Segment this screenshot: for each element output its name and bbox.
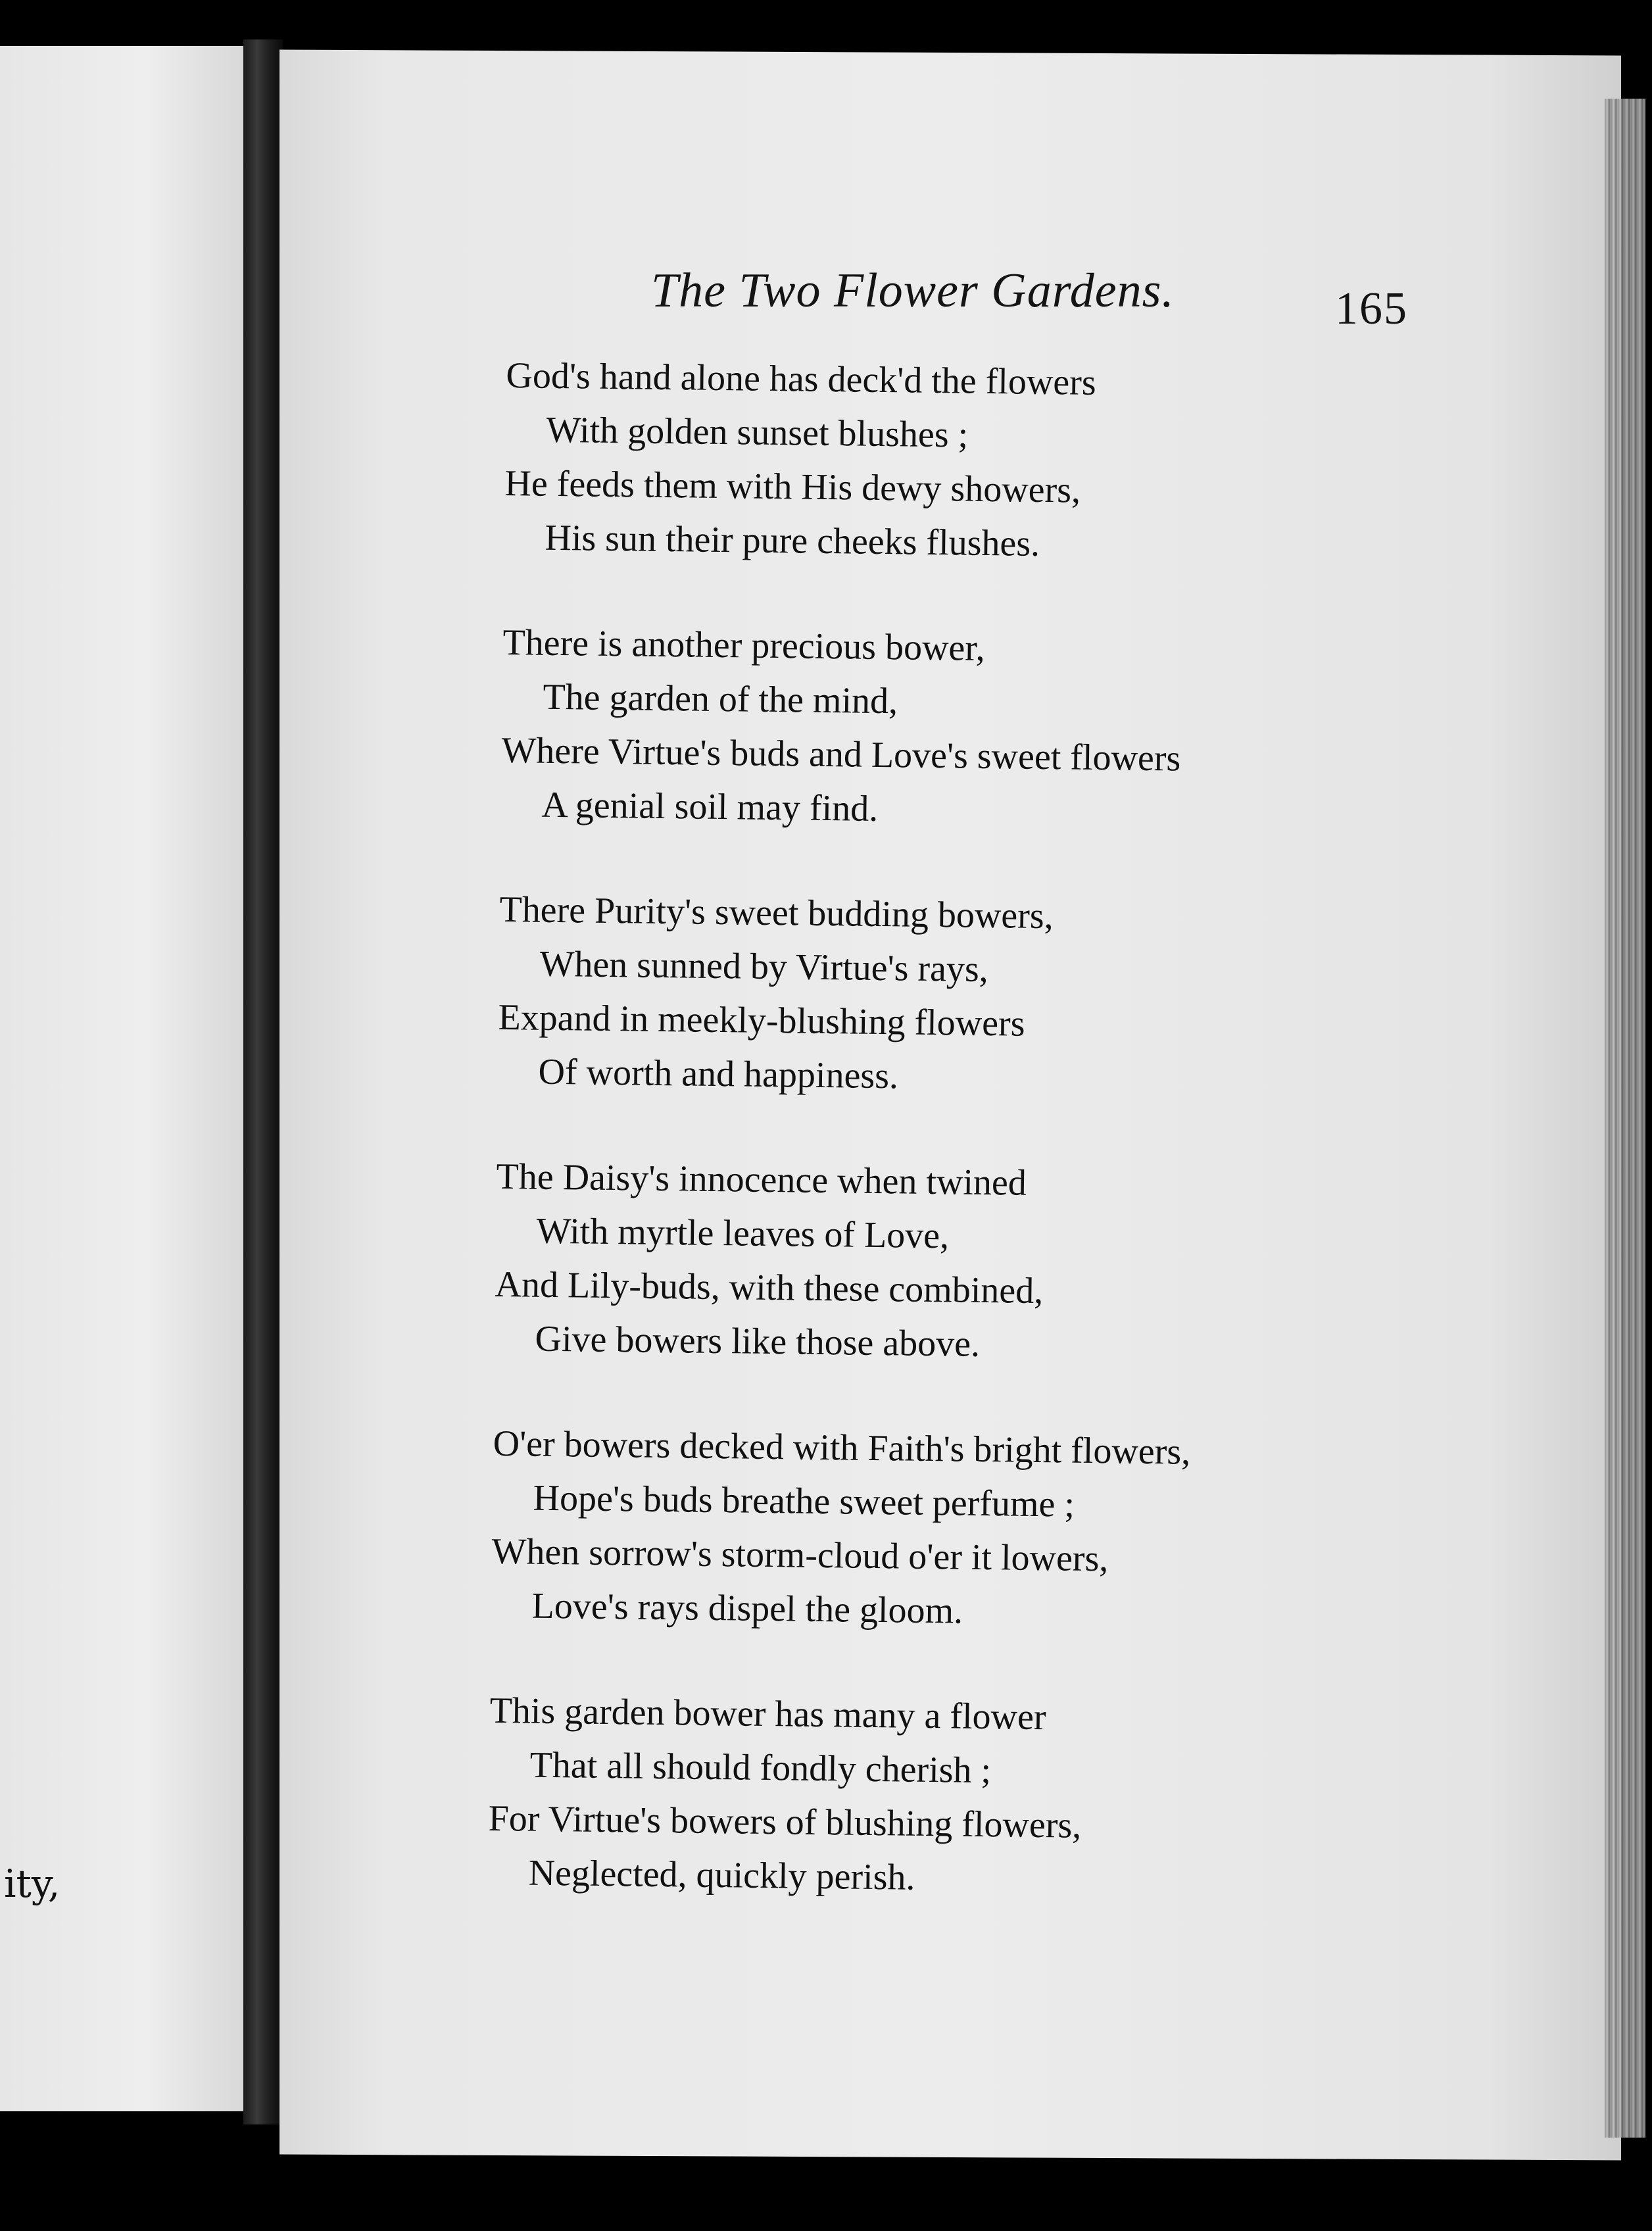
poem-line: When sunned by Virtue's rays, (539, 943, 989, 991)
poem-line: When sorrow's storm-cloud o'er it lowers, (491, 1531, 1109, 1580)
poem-line: He feeds them with His dewy showers, (504, 462, 1081, 511)
stanza (490, 1417, 1401, 1695)
facing-page (0, 46, 243, 2111)
poem-line: There is another precious bower, (502, 622, 986, 669)
poem-line: This garden bower has many a flower (489, 1690, 1046, 1738)
poem-line: Give bowers like those above. (535, 1318, 981, 1365)
poem-line: And Lily-buds, with these combined, (495, 1263, 1044, 1312)
poem-line: His sun their pure cheeks flushes. (545, 517, 1040, 564)
facing-page-text-fragment: ity, (4, 1861, 61, 1906)
stanza (500, 616, 1411, 894)
page-number: 165 (1335, 283, 1408, 334)
poem-line: Of worth and happiness. (538, 1051, 899, 1097)
poem-line: Love's rays dispel the gloom. (531, 1585, 963, 1632)
book-gutter (243, 39, 283, 2124)
poem-line: Hope's buds breathe sweet perfume ; (533, 1477, 1075, 1525)
poem-line: There Purity's sweet budding bowers, (499, 889, 1054, 937)
poem-line: Neglected, quickly perish. (528, 1852, 915, 1898)
stanza (503, 349, 1414, 627)
poem-line: The Daisy's innocence when twined (496, 1156, 1027, 1204)
poem-line: With myrtle leaves of Love, (536, 1210, 950, 1257)
poem-line: The garden of the mind, (543, 676, 898, 722)
poem-line: A genial soil may find. (541, 784, 879, 829)
stanza (497, 883, 1407, 1161)
running-head: The Two Flower Gardens. (651, 264, 1175, 318)
stanza (493, 1150, 1404, 1428)
poem-line: Expand in meekly-blushing flowers (498, 996, 1025, 1044)
page-edges (1605, 99, 1645, 2138)
stanza (487, 1684, 1397, 1962)
poem (487, 349, 1414, 1962)
poem-line: Where Virtue's buds and Love's sweet flowers (501, 729, 1181, 779)
poem-line: For Virtue's bowers of blushing flowers, (488, 1798, 1082, 1846)
poem-line: That all should fondly cherish ; (529, 1744, 992, 1792)
poem-line: God's hand alone has deck'd the flowers (506, 355, 1097, 403)
poem-line: O'er bowers decked with Faith's bright flowers, (493, 1423, 1191, 1473)
poem-line: With golden sunset blushes ; (546, 409, 969, 456)
